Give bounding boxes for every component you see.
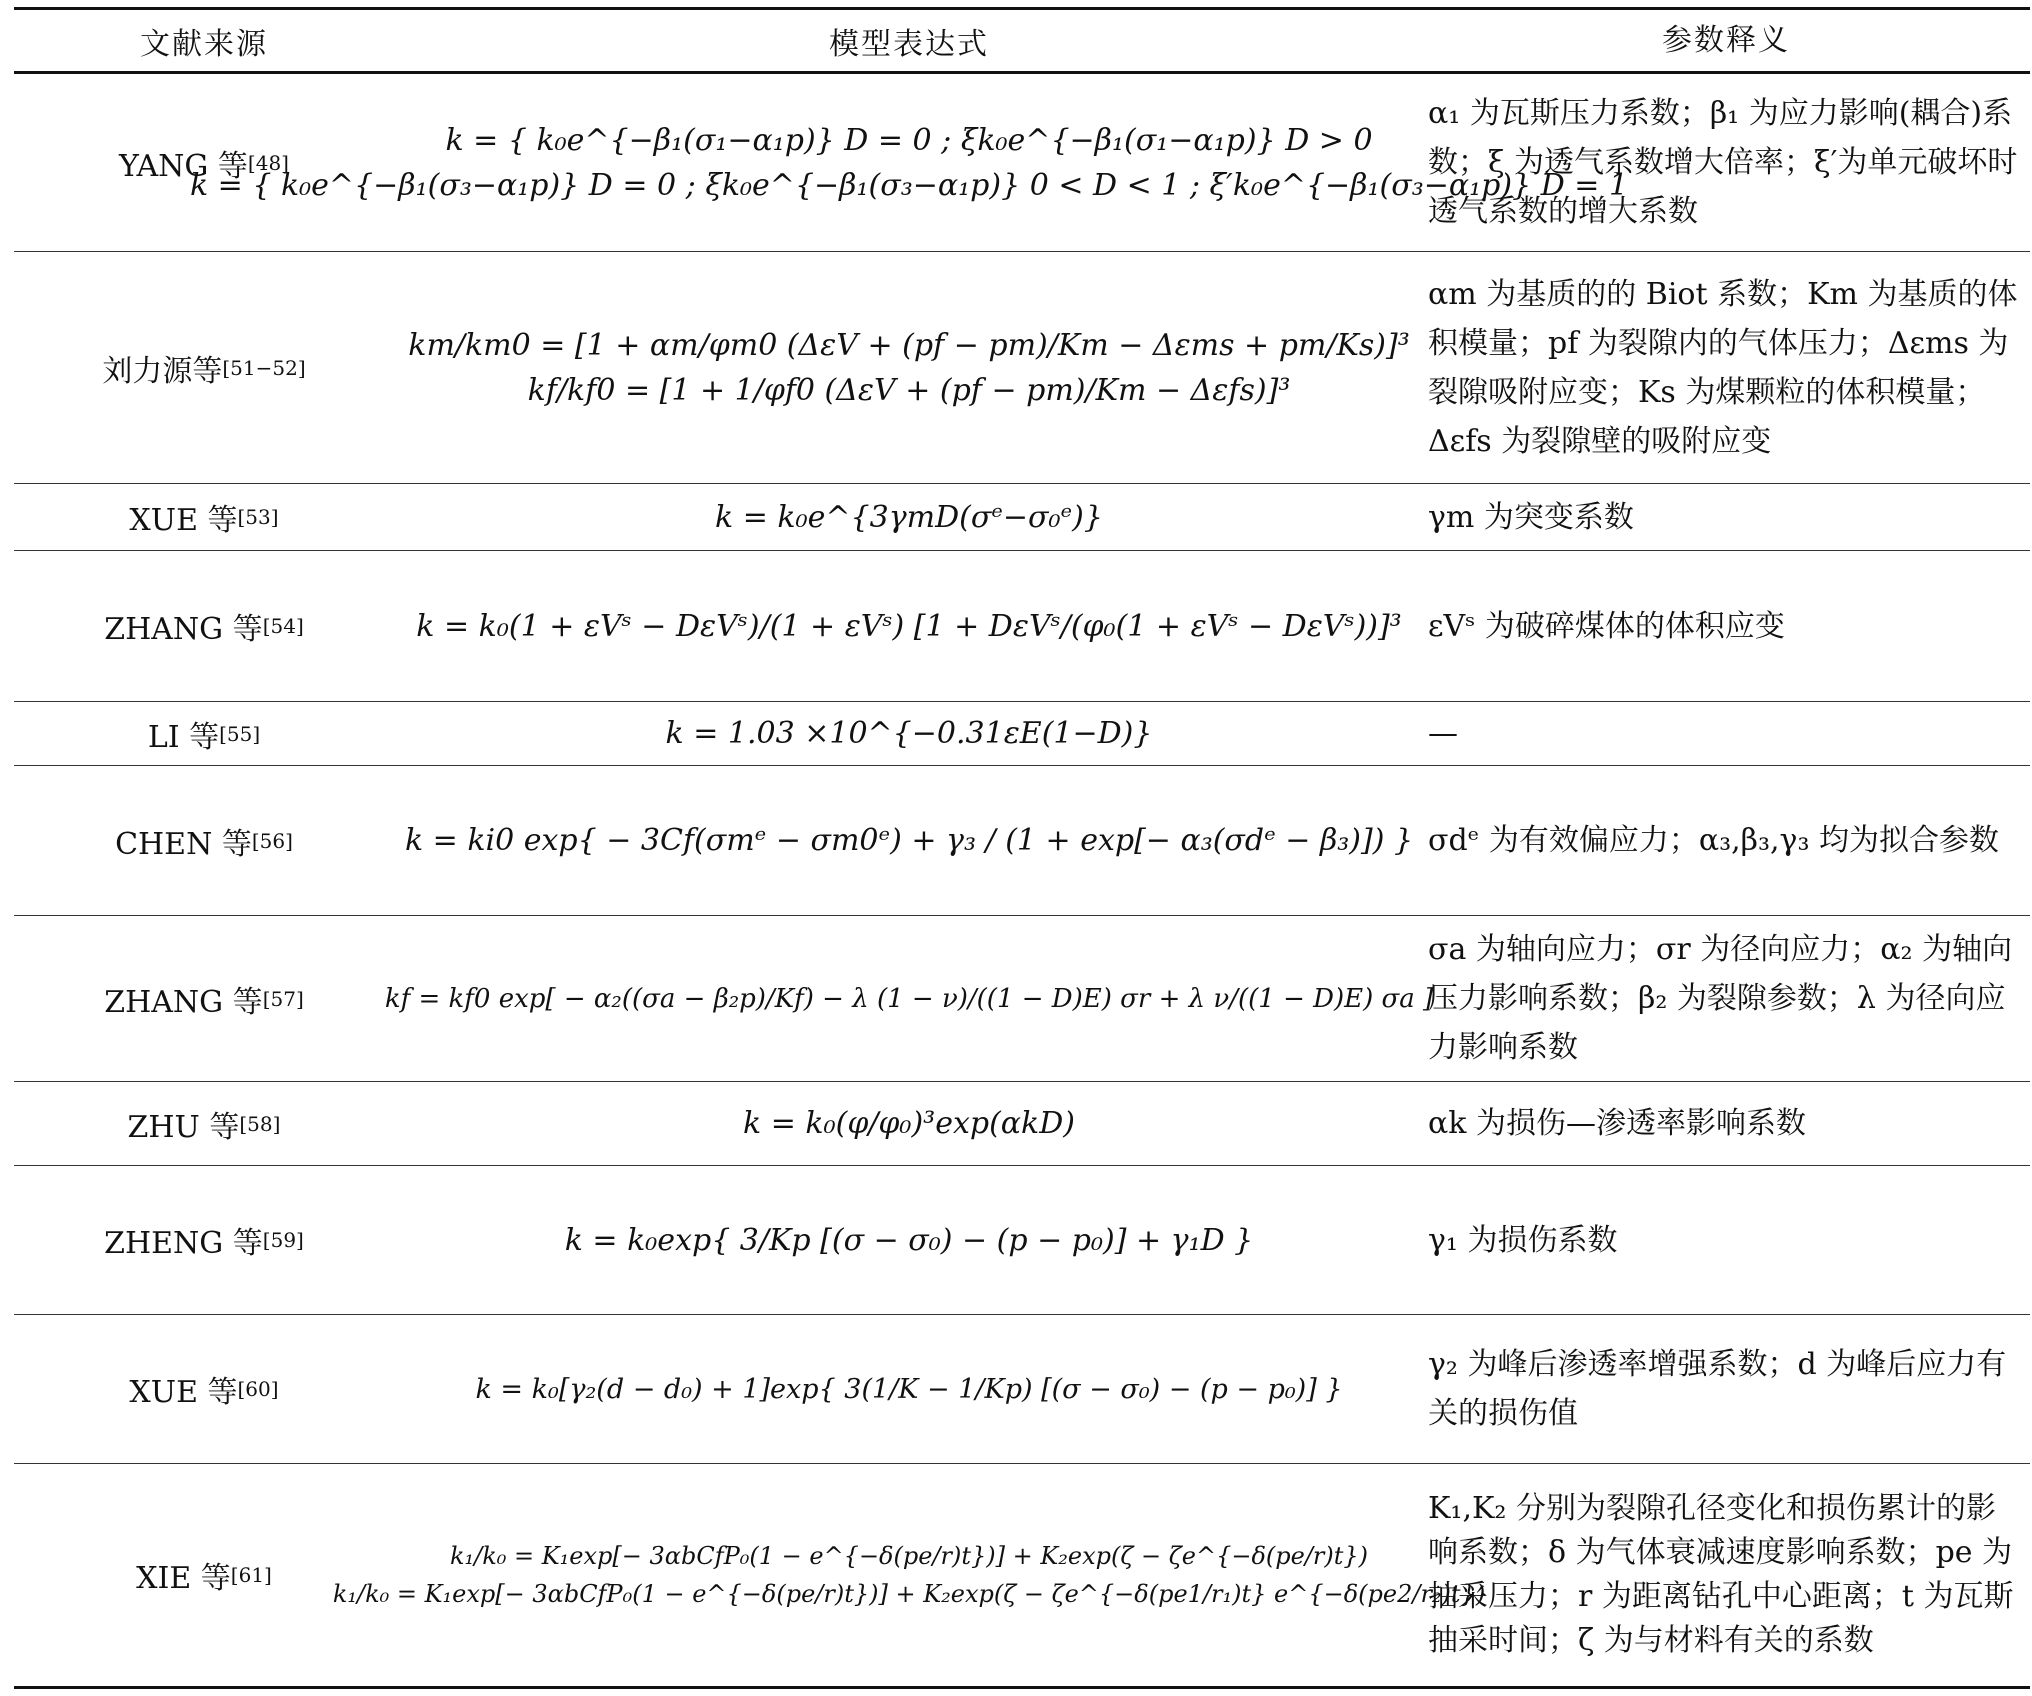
- table-row-params: K₁,K₂ 分别为裂隙孔径变化和损伤累计的影响系数；δ 为气体衰减速度影响系数；pe 为抽采压力；r 为距离钻孔中心距离；t 为瓦斯抽采时间；ζ 为与材料有关的系数: [1428, 1491, 2014, 1658]
- table-row-params: γm 为突变系数: [1428, 499, 1634, 535]
- table-row-source: XUE 等 [53]: [129, 503, 279, 538]
- table-row-source: ZHU 等 [58]: [127, 1109, 281, 1145]
- table-row-source: XUE 等 [60]: [129, 1375, 279, 1410]
- table-row-formula: [394, 252, 1424, 483]
- table-row-params: αm 为基质的的 Biot 系数；Km 为基质的体积模量；pf 为裂隙内的气体压力；Δεms 为裂隙吸附应变；Ks 为煤颗粒的体积模量；Δεfs 为裂隙壁的吸附应变: [1428, 276, 2018, 459]
- table-row-source: ZHENG 等 [59]: [104, 1226, 304, 1261]
- table-row-formula: k = k₀exp{ 3/Kp [(σ − σ₀) − (p − p₀)] + γ₁D }: [564, 1222, 1254, 1258]
- formula-stack: km/km0 = [1 + αm/φm0 (ΔεV + (pf − pm)/Km − Δεms + pm/Ks)]³ kf/kf0 = [1 + 1/φf0 (ΔεV + (pf − pm)/Km − Δεfs)]³: [408, 327, 1410, 408]
- table-row-params: α₁ 为瓦斯压力系数；β₁ 为应力影响(耦合)系数；ξ 为透气系数增大倍率；ξ′为单元破坏时透气系数的增大系数: [1428, 96, 2018, 229]
- table-row-source: ZHANG 等 [54]: [104, 612, 304, 647]
- table-row-formula: k = k₀e^{3γmD(σᵉ−σ₀ᵉ)}: [715, 499, 1103, 535]
- table-row-formula: k = k₀(φ/φ₀)³exp(αkD): [743, 1106, 1075, 1141]
- table-row-params: γ₁ 为损伤系数: [1428, 1222, 1618, 1258]
- table-row-source: YANG 等 [48]: [119, 148, 289, 184]
- table-row-source: CHEN 等 [56]: [115, 826, 293, 862]
- table-row-params: γ₂ 为峰后渗透率增强系数；d 为峰后应力有关的损伤值: [1428, 1347, 2007, 1431]
- header-formula: 模型表达式: [829, 26, 989, 62]
- table-row-params: σa 为轴向应力；σr 为径向应力；α₂ 为轴向压力影响系数；β₂ 为裂隙参数；λ 为径向应力影响系数: [1428, 932, 2013, 1065]
- table-bottom-rule: [14, 1686, 2030, 1689]
- table-row-source: ZHANG 等 [57]: [104, 984, 304, 1020]
- table-row-formula: [332, 1464, 1486, 1686]
- table-row-source: XIE 等 [61]: [136, 1561, 272, 1596]
- table-row-formula: k = ki0 exp{ − 3Cf(σmᵉ − σm0ᵉ) + γ₃ / (1 + exp[− α₃(σdᵉ − β₃)]) }: [404, 823, 1414, 858]
- table-row-formula: k = k₀[γ₂(d − d₀) + 1]exp{ 3(1/K − 1/Kp) [(σ − σ₀) − (p − p₀)] }: [475, 1373, 1343, 1405]
- table-row-params: —: [1428, 716, 1458, 751]
- table-row-formula: k = 1.03 ×10^{−0.31εE(1−D)}: [665, 716, 1153, 751]
- table-row-params: αk 为损伤—渗透率影响系数: [1428, 1106, 1806, 1141]
- table-row-params: εVˢ 为破碎煤体的体积应变: [1428, 608, 1785, 644]
- table-row-source: 刘力源等 [51−52]: [102, 353, 306, 389]
- header-params: 参数释义: [1662, 23, 1790, 58]
- table-row-source: LI 等 [55]: [147, 719, 261, 755]
- table-row-params: σdᵉ 为有效偏应力；α₃,β₃,γ₃ 均为拟合参数: [1428, 823, 2000, 858]
- table-row-formula: k = k₀(1 + εVˢ − DεVˢ)/(1 + εVˢ) [1 + DεVˢ/(φ₀(1 + εVˢ − DεVˢ))]³: [416, 608, 1402, 644]
- table-row-formula: kf = kf0 exp[ − α₂((σa − β₂p)/Kf) − λ (1 − ν)/((1 − D)E) σr + λ ν/((1 − D)E) σa ]: [384, 983, 1434, 1014]
- formula-stack: k₁/k₀ = K₁exp[− 3αbCfP₀(1 − e^{−δ(pe/r)t})] + K₂exp(ζ − ζe^{−δ(pe/r)t}) k₁/k₀ = K₁exp[− 3αbCfP₀(1 − e^{−δ(pe/r)t})] + K₂exp(ζ − ζe^{−δ(pe1/r₁)t} e^{−δ(pe2/r₂)t}): [332, 1542, 1486, 1608]
- formula-stack: k = { k₀e^{−β₁(σ₁−α₁p)} D = 0 ; ξk₀e^{−β₁(σ₁−α₁p)} D > 0 k = { k₀e^{−β₁(σ₃−α₁p)} D = 0 ; ξk₀e^{−β₁(σ₃−α₁p)} 0 < D < 1 ; ξ′k₀e^{−β₁(σ₃−α₁p)} D = 1: [189, 122, 1629, 203]
- header-source: 文献来源: [140, 26, 268, 62]
